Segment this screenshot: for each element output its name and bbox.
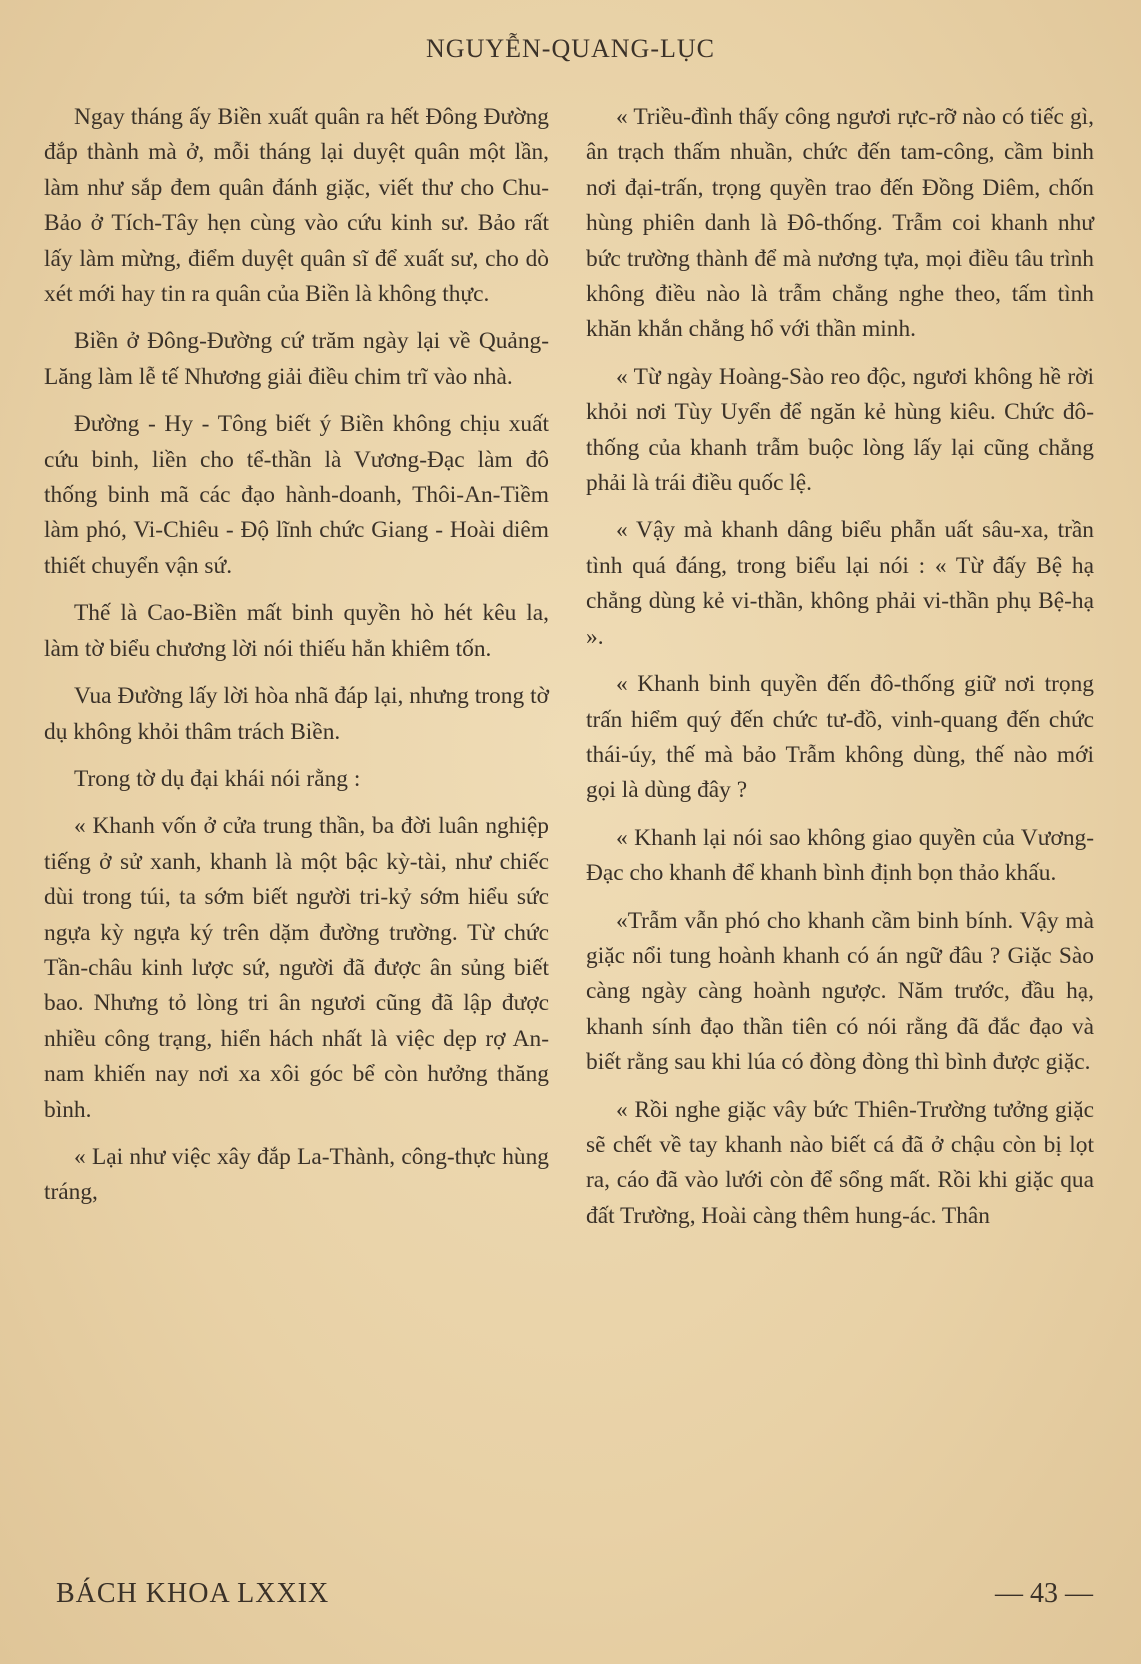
page-number: — 43 — [995,1578,1093,1609]
right-column [586,100,1094,1246]
paragraph: « Khanh lại nói sao không giao quyền của Vương-Đạc cho khanh để khanh bình định bọn thảo khấu. [586,824,1094,887]
paragraph: «Trẫm vẫn phó cho khanh cầm binh bính. Vậy mà giặc nổi tung hoành khanh có án ngữ đâu ? Giặc Sào càng ngày càng hoành ngược. Năm trước, đầu hạ, khanh sính đạo thần tiên có nói rằng đã đắc đạo và biết rằng sau khi lúa có đòng đòng thì bình được giặc. [586,907,1094,1076]
paragraph: « Triều-đình thấy công ngươi rực-rỡ nào có tiếc gì, ân trạch thấm nhuần, chức đến tam-công, cầm binh nơi đại-trấn, trọng quyền trao đến Đồng Diêm, chốn hùng phiên danh là Đô-thống. Trẫm coi khanh như bức trường thành để mà nương tựa, mọi điều tâu trình không điều nào là trẫm chẳng nghe theo, tấm tình khăn khắn chẳng hổ với thần minh. [586,104,1094,343]
paragraph: « Khanh binh quyền đến đô-thống giữ nơi trọng trấn hiểm quý đến chức tư-đồ, vinh-quang đến chức thái-úy, thế mà bảo Trẫm không dùng, thế nào mới gọi là dùng đây ? [586,671,1094,804]
paragraph: « Lại như việc xây đắp La-Thành, công-thực hùng tráng, [44,1143,549,1206]
paragraph: Đường - Hy - Tông biết ý Biền không chịu xuất cứu binh, liền cho tể-thần là Vương-Đạc làm đô thống binh mã các đạo hành-doanh, Thôi-An-Tiềm làm phó, Vi-Chiêu - Độ lĩnh chức Giang - Hoài diêm thiết chuyển vận sứ. [44,411,549,579]
paragraph: « Vậy mà khanh dâng biểu phẫn uất sâu-xa, trần tình quá đáng, trong biểu lại nói : « Từ đấy Bệ hạ chẳng dùng kẻ vi-thần, không phải vi-thần phụ Bệ-hạ ». [586,517,1094,650]
paragraph: Trong tờ dụ đại khái nói rằng : [74,765,361,792]
paragraph: « Từ ngày Hoàng-Sào reo độc, ngươi không hề rời khỏi nơi Tùy Uyển để ngăn kẻ hùng kiêu. Chức đô-thống của khanh trẫm buộc lòng lấy lại cũng chẳng phải là trái điều quốc lệ. [586,363,1094,497]
paragraph: Biền ở Đông-Đường cứ trăm ngày lại về Quảng-Lăng làm lễ tế Nhương giải điều chim trĩ vào nhà. [44,328,549,390]
running-header: NGUYỄN-QUANG-LỤC [426,34,715,63]
paragraph: Ngay tháng ấy Biền xuất quân ra hết Đông Đường đắp thành mà ở, mỗi tháng lại duyệt quân một lần, làm như sắp đem quân đánh giặc, viết thư cho Chu-Bảo ở Tích-Tây hẹn cùng vào cứu kinh sư. Bảo rất lấy làm mừng, điểm duyệt quân sĩ để xuất sư, cho dò xét mới hay tin ra quân của Biền là không thực. [44,104,549,308]
paragraph: « Rồi nghe giặc vây bức Thiên-Trường tưởng giặc sẽ chết về tay khanh nào biết cá đã ở chậu còn bị lọt ra, cáo đã vào lưới còn để sổng mất. Rồi khi giặc qua đất Trường, Hoài càng thêm hung-ác. Thân [586,1096,1094,1229]
paragraph: Thế là Cao-Biền mất binh quyền hò hét kêu la, làm tờ biểu chương lời nói thiếu hẳn khiêm tốn. [44,600,549,662]
left-column [44,100,549,1223]
paragraph: Vua Đường lấy lời hòa nhã đáp lại, nhưng trong tờ dụ không khỏi thâm trách Biền. [44,683,549,745]
paragraph: « Khanh vốn ở cửa trung thần, ba đời luân nghiệp tiếng ở sử xanh, khanh là một bậc kỳ-tài, như chiếc dùi trong túi, ta sớm biết người tri-kỷ sớm hiểu sức ngựa kỳ ngựa ký trên dặm đường trường. Từ chức Tần-châu kinh lược sứ, người đã được ân sủng biết bao. Nhưng tỏ lòng tri ân ngươi cũng đã lập được nhiều công trạng, hiển hách nhất là việc dẹp rợ An-nam khiến nay nơi xa xôi góc bể còn hưởng thăng bình. [44,813,549,1123]
magazine-name: BÁCH KHOA LXXIX [56,1578,330,1609]
